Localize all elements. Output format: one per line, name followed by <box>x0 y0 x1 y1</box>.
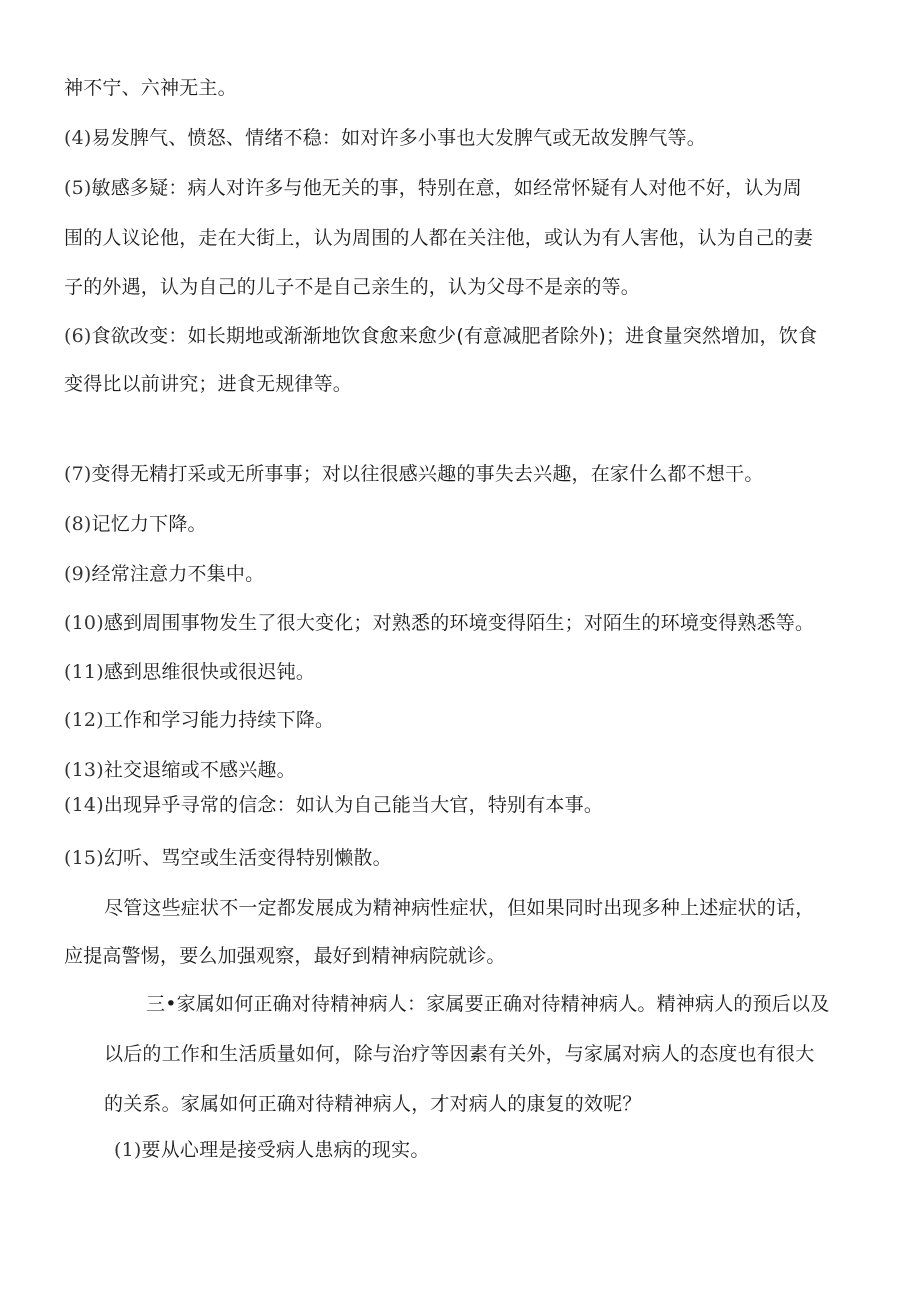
list-item <box>114 1138 430 1162</box>
list-item <box>64 462 764 486</box>
line-text: 变得比以前讲究；进食无规律等。 <box>64 373 353 395</box>
line-text: 工作和学习能力持续下降。 <box>103 709 335 731</box>
text-line <box>64 372 352 396</box>
paragraph-line <box>104 1092 642 1116</box>
line-text: 子的外遇，认为自己的儿子不是自己亲生的，认为父母不是亲的等。 <box>64 276 641 298</box>
list-item <box>64 176 802 200</box>
list-item <box>64 611 814 635</box>
line-text: 要从心理是接受病人患病的现实。 <box>141 1139 430 1161</box>
line-text: 变得无精打采或无所事事；对以往很感兴趣的事失去兴趣，在家什么都不想干。 <box>91 463 764 485</box>
line-text: 易发脾气、愤怒、情绪不稳：如对许多小事也大发脾气或无故发脾气等。 <box>91 127 706 149</box>
list-item <box>64 846 392 870</box>
line-text: 尽管这些症状不一定都发展成为精神病性症状，但如果同时出现多种上述症状的话， <box>104 897 815 919</box>
item-number: (11) <box>64 661 104 683</box>
line-text: 应提高警惕，要么加强观察，最好到精神病院就诊。 <box>64 945 506 967</box>
item-number: (8) <box>64 513 92 535</box>
list-item <box>64 708 334 732</box>
line-text: 以后的工作和生活质量如何，除与治疗等因素有关外，与家属对病人的态度也有很大 <box>104 1043 815 1065</box>
paragraph-line <box>104 1042 814 1066</box>
item-number: (1) <box>114 1139 142 1161</box>
list-item <box>64 562 264 586</box>
paragraph-line <box>104 896 814 920</box>
text-line <box>64 76 237 100</box>
list-item <box>64 758 296 782</box>
line-text: 记忆力下降。 <box>91 513 207 535</box>
item-number: (15) <box>64 847 104 869</box>
line-text: 敏感多疑：病人对许多与他无关的事，特别在意，如经常怀疑有人对他不好，认为周 <box>91 177 802 199</box>
line-text: 经常注意力不集中。 <box>91 563 265 585</box>
list-item <box>64 324 817 348</box>
line-text: 社交退缩或不感兴趣。 <box>103 759 296 781</box>
line-text: 出现异乎寻常的信念：如认为自己能当大官，特别有本事。 <box>103 794 604 816</box>
list-item <box>64 793 603 817</box>
item-number: (6) <box>64 325 92 347</box>
line-text: 围的人议论他，走在大街上，认为周围的人都在关注他，或认为有人害他，认为自己的妻 <box>64 227 813 249</box>
line-text: 感到思维很快或很迟钝。 <box>103 661 316 683</box>
item-number: (13) <box>64 759 104 781</box>
item-number: (10) <box>64 612 104 634</box>
item-number: (7) <box>64 463 92 485</box>
line-text: 食欲改变：如长期地或渐渐地饮食愈来愈少(有意减肥者除外)；进食量突然增加，饮食 <box>91 325 818 347</box>
text-line <box>64 226 813 250</box>
item-number: (9) <box>64 563 92 585</box>
list-item <box>64 126 706 150</box>
item-number: (5) <box>64 177 92 199</box>
item-number: (12) <box>64 709 104 731</box>
line-text: 的关系。家属如何正确对待精神病人，才对病人的康复的效呢？ <box>104 1093 642 1115</box>
section-heading-line <box>146 992 829 1016</box>
line-text: 三•家属如何正确对待精神病人：家属要正确对待精神病人。精神病人的预后以及 <box>146 993 830 1015</box>
item-number: (4) <box>64 127 92 149</box>
text-line <box>64 275 640 299</box>
paragraph-line <box>64 944 506 968</box>
line-text: 感到周围事物发生了很大变化；对熟悉的环境变得陌生；对陌生的环境变得熟悉等。 <box>103 612 815 634</box>
item-number: (14) <box>64 794 104 816</box>
list-item <box>64 660 315 684</box>
list-item <box>64 512 207 536</box>
line-text: 幻听、骂空或生活变得特别懒散。 <box>103 847 392 869</box>
line-text: 神不宁、六神无主。 <box>64 77 237 99</box>
